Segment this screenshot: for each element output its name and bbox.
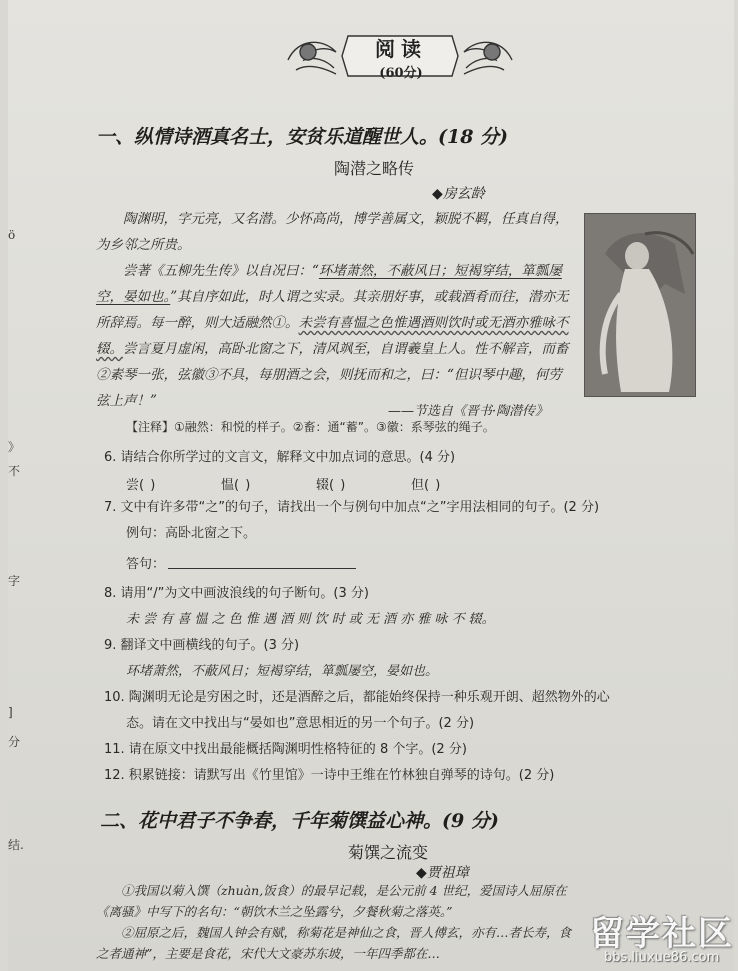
para2-text-b: ”其自序如此，时人谓之实录。其亲朋好事，或载酒肴而往，潜亦无所辞焉。每一醉，则大适融然①。	[96, 289, 569, 331]
underlined-sentence: 环堵萧然，不蔽风日；短褐穿结，箪瓢屡空，晏如也。	[96, 263, 562, 305]
article2-body	[96, 880, 576, 964]
exam-page	[8, 0, 734, 971]
blank-item[interactable]: 辍( )	[316, 478, 346, 493]
para2-text-c: 尝言夏月虚闲，高卧北窗之下，清风飒至，自谓羲皇上人。性不解音，而畜②素琴一张，弦徽③不具，每朋酒之会，则抚而和之，曰：“但识琴中趣，何劳弦上声！”	[96, 341, 569, 409]
section2-title: 二、花中君子不争春，千年菊馔益心神。(9 分)	[100, 810, 499, 832]
site-watermark	[584, 906, 734, 968]
question-6-blanks	[126, 474, 506, 493]
question-7-answer-label: 答句：	[126, 557, 166, 572]
reading-section-title: 阅读	[375, 37, 427, 61]
article1-body	[96, 206, 574, 414]
portrait-illustration	[584, 213, 696, 397]
question-12: 12. 积累链接：请默写出《竹里馆》一诗中王维在竹林独自弹琴的诗句。(2 分)	[104, 768, 555, 783]
wavy-underlined-sentence: 未尝有喜愠之色惟遇酒则饮时或无酒亦雅咏不辍。	[96, 315, 569, 357]
blank-item[interactable]: 但( )	[411, 478, 441, 493]
article2-para2: ②屈原之后，魏国人钟会有赋，称菊花是神仙之食，晋人傅玄，亦有…者长寿，食之者通神”，主要是食花，宋代大文豪苏东坡，一年四季都在…	[96, 925, 572, 961]
article1-para2	[96, 258, 574, 414]
question-10: 10. 陶渊明无论是穷困之时，还是酒醉之后，都能始终保持一种乐观开朗、超然物外的心	[104, 690, 610, 705]
edge-fragment: 分	[8, 735, 21, 749]
article2-author: ◆贾祖璋	[416, 865, 469, 881]
article2-title: 菊馔之流变	[348, 843, 429, 862]
blank-item[interactable]: 愠( )	[221, 478, 251, 493]
para2-text-a: 尝著《五柳先生传》以自况曰：“	[123, 263, 319, 279]
article1-para1: 陶渊明，字元亮，又名潜。少怀高尚，博学善属文，颖脱不羁，任真自得，为乡邻之所贵。	[96, 211, 569, 253]
question-9-text: 环堵萧然，不蔽风日；短褐穿结，箪瓢屡空，晏如也。	[126, 664, 439, 679]
question-7-example: 例句：高卧北窗之下。	[126, 526, 257, 541]
edge-fragment: ö	[8, 228, 16, 242]
article1-source: ——节选自《晋书·陶潜传》	[388, 404, 549, 419]
edge-fragment: ]	[8, 705, 13, 719]
question-7: 7. 文中有许多带“之”的句子，请找出一个与例句中加点“之”字用法相同的句子。(2 分)	[104, 500, 600, 515]
watermark-url: bbs.liuxue86.com	[604, 950, 720, 965]
reading-section-score: (60分)	[379, 66, 423, 81]
question-8: 8. 请用“/”为文中画波浪线的句子断句。(3 分)	[104, 586, 369, 601]
edge-fragment: 》	[8, 440, 21, 454]
blank-item[interactable]: 尝( )	[126, 478, 156, 493]
watermark-brand: 留学社区	[590, 914, 734, 954]
section1-title: 一、纵情诗酒真名士，安贫乐道醒世人。(18 分)	[96, 126, 509, 148]
left-edge-fragments	[8, 0, 26, 971]
question-8-text: 未 尝 有 喜 愠 之 色 惟 遇 酒 则 饮 时 或 无 酒 亦 雅 咏 不 辍。	[126, 612, 495, 627]
edge-fragment: 结.	[8, 838, 24, 852]
question-6: 6. 请结合你所学过的文言文，解释文中加点词的意思。(4 分)	[104, 450, 456, 465]
question-9: 9. 翻译文中画横线的句子。(3 分)	[104, 638, 300, 653]
edge-fragment: 不	[8, 464, 21, 478]
answer-line[interactable]	[168, 568, 356, 569]
article2-para1: ①我国以菊入馔（zhuàn,饭食）的最早记载，是公元前 4 世纪，爱国诗人屈原在《离骚》中写下的名句：“朝饮木兰之坠露兮，夕餐秋菊之落英。”	[96, 883, 567, 919]
edge-fragment: 字	[8, 574, 21, 588]
article1-author: ◆房玄龄	[432, 186, 485, 202]
question-11: 11. 请在原文中找出最能概括陶渊明性格特征的 8 个字。(2 分)	[104, 742, 467, 757]
question-10-cont: 态。请在文中找出与“晏如也”意思相近的另一个句子。(2 分)	[126, 716, 475, 731]
article1-title: 陶潜之略传	[334, 159, 415, 178]
annotation-notes: 【注释】①融然：和悦的样子。②畜：通“蓄”。③徽：系琴弦的绳子。	[126, 420, 495, 434]
